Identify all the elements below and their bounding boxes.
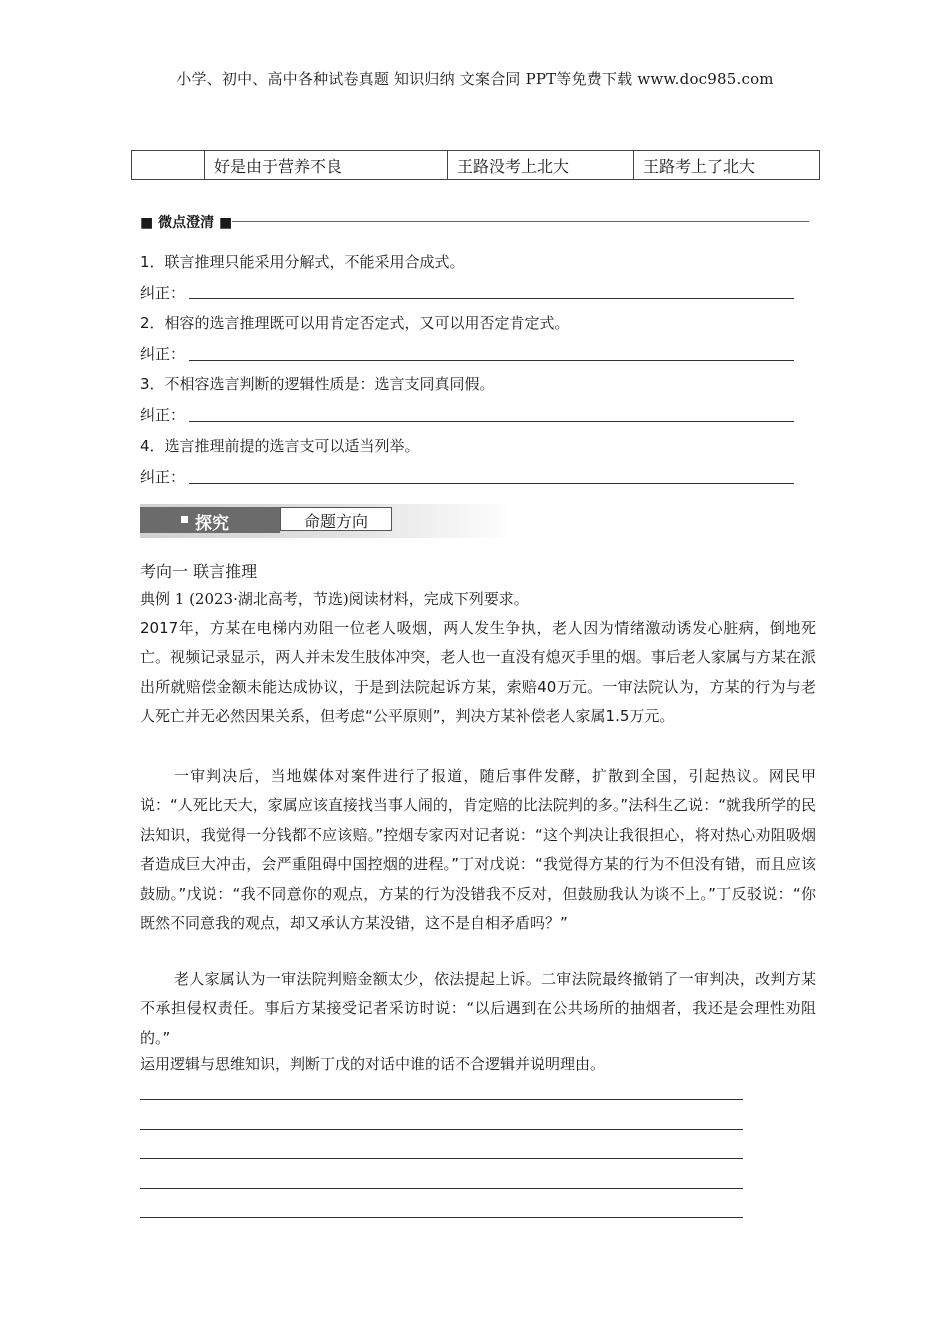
banner-label: 命题方向 <box>303 512 368 531</box>
fix-label: 纠正： <box>140 345 186 363</box>
square-icon <box>181 516 188 523</box>
answer-line[interactable] <box>189 360 794 361</box>
answer-line[interactable] <box>140 1217 743 1218</box>
list-item: 4．选言推理前提的选言支可以适当列举。 <box>140 437 420 455</box>
example-title: 典例 1 (2023·湖北高考，节选)阅读材料，完成下列要求。 <box>140 590 529 608</box>
paragraph: 老人家属认为一审法院判赔金额太少，依法提起上诉。二审法院最终撤销了一审判决，改判方某不承担侵权责任。事后方某接受记者采访时说：“以后遇到在公共场所的抽烟者，我还是会理性劝阻的。” <box>140 970 816 1047</box>
section-heading: ■ 微点澄清 ■ <box>140 215 233 231</box>
answer-line[interactable] <box>189 298 794 299</box>
banner-tag: 探究 <box>195 514 229 534</box>
divider <box>232 221 809 222</box>
question-text: 运用逻辑与思维知识，判断丁戊的对话中谁的话不合逻辑并说明理由。 <box>140 1055 606 1073</box>
page-header: 小学、初中、高中各种试卷真题 知识归纳 文案合同 PPT等免费下载 www.doc985.com <box>176 70 774 88</box>
direction-title: 考向一 联言推理 <box>140 562 258 581</box>
options-table <box>131 150 820 180</box>
answer-line[interactable] <box>189 483 794 484</box>
answer-line[interactable] <box>140 1129 743 1130</box>
fix-label: 纠正： <box>140 406 186 424</box>
fix-label: 纠正： <box>140 284 186 302</box>
table-cell <box>132 151 205 180</box>
answer-line[interactable] <box>140 1188 743 1189</box>
table-cell: 王路没考上北大 <box>448 151 634 180</box>
table-cell: 王路考上了北大 <box>634 151 820 180</box>
list-item: 1．联言推理只能采用分解式，不能采用合成式。 <box>140 253 465 271</box>
answer-line[interactable] <box>140 1158 743 1159</box>
list-item: 3．不相容选言判断的逻辑性质是：选言支同真同假。 <box>140 375 495 393</box>
answer-line[interactable] <box>189 421 794 422</box>
table-row <box>132 151 820 180</box>
list-item: 2．相容的选言推理既可以用肯定否定式，又可以用否定肯定式。 <box>140 314 570 332</box>
paragraph: 一审判决后，当地媒体对案件进行了报道，随后事件发酵，扩散到全国，引起热议。网民甲说：“人死比天大，家属应该直接找当事人闹的，肯定赔的比法院判的多。”法科生乙说：“就我所学的民法知识，我觉得一分钱都不应该赔。”控烟专家丙对记者说：“这个判决让我很担心，将对热心劝阻吸烟者造成巨大冲击，会严重阻碍中国控烟的进程。”丁对戊说：“我觉得方某的行为不但没有错，而且应该鼓励。”戊说：“我不同意你的观点，方某的行为没错我不反对，但鼓励我认为谈不上。”丁反驳说：“你既然不同意我的观点，却又承认方某没错，这不是自相矛盾吗？” <box>140 767 816 933</box>
table-cell: 好是由于营养不良 <box>205 151 448 180</box>
answer-line[interactable] <box>140 1099 743 1100</box>
fix-label: 纠正： <box>140 468 186 486</box>
paragraph: 2017年，方某在电梯内劝阻一位老人吸烟，两人发生争执，老人因为情绪激动诱发心脏病，倒地死亡。视频记录显示，两人并未发生肢体冲突，老人也一直没有熄灭手里的烟。事后老人家属与方某在派出所就赔偿金额未能达成协议，于是到法院起诉方某，索赔40万元。一审法院认为，方某的行为与老人死亡并无必然因果关系，但考虑“公平原则”，判决方某补偿老人家属1.5万元。 <box>140 619 816 726</box>
